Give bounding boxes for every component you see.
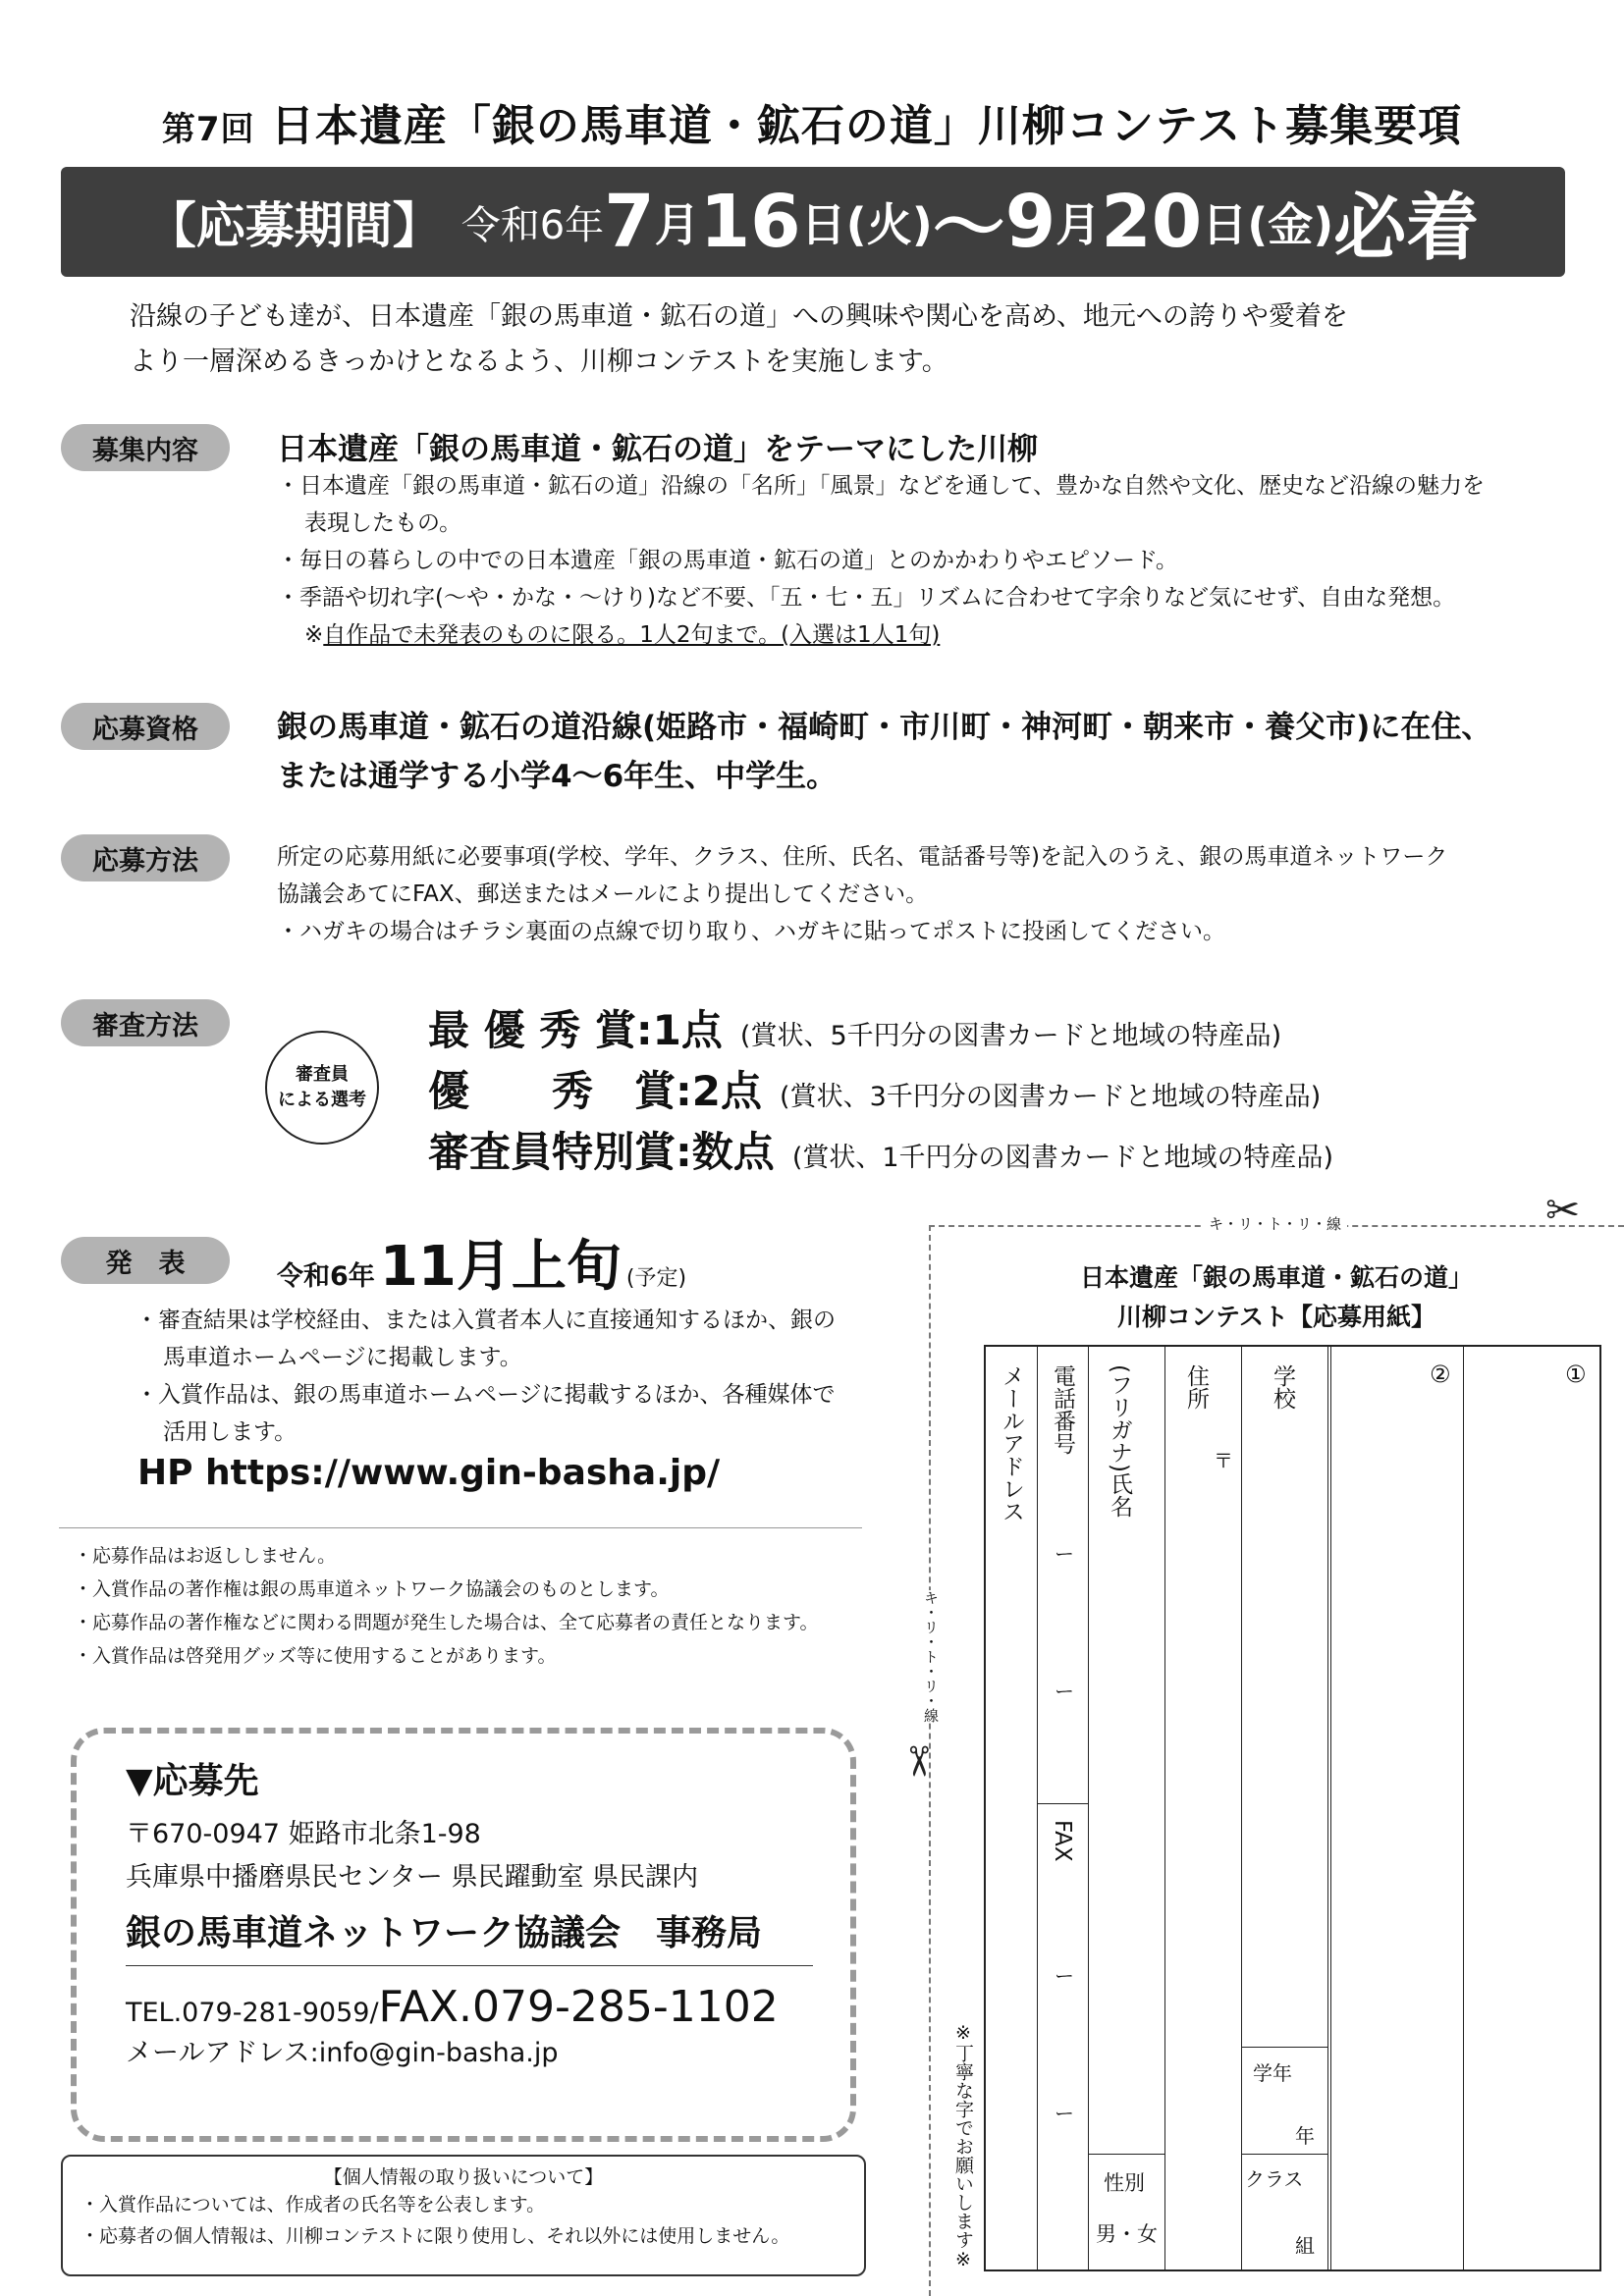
form-split xyxy=(1241,2154,1327,2155)
period-era: 令和6年 xyxy=(460,202,605,248)
announce-era: 令和6年 xyxy=(277,1261,375,1292)
period-end-dow: (金) xyxy=(1247,198,1334,251)
privacy-line: ・入賞作品については、作成者の氏名等を公表します。 xyxy=(81,2194,546,2216)
award-special xyxy=(428,1125,1333,1186)
method-line: 協議会あてにFAX、郵送またはメールにより提出してください。 xyxy=(277,881,929,907)
note-item: ・応募作品の著作権などに関わる問題が発生した場合は、全て応募者の責任となります。 xyxy=(74,1612,819,1633)
content-heading: 日本遺産「銀の馬車道・鉱石の道」をテーマにした川柳 xyxy=(277,432,1038,467)
eligibility-line: 銀の馬車道・鉱石の道沿線(姫路市・福崎町・市川町・神河町・朝来市・養父市)に在住、 xyxy=(277,710,1492,745)
address-fax: FAX.079-285-1102 xyxy=(378,1982,779,2032)
scissors-icon: ✂ xyxy=(894,1743,944,1780)
announce-date-value: 11月上旬 xyxy=(379,1235,622,1299)
content-items xyxy=(277,467,1534,654)
announce-text xyxy=(135,1302,882,1451)
award-count: :2点 xyxy=(676,1067,763,1115)
form-entry2-label: ② xyxy=(1430,1361,1451,1388)
form-split xyxy=(1088,2154,1164,2155)
note-item: ・応募作品はお返ししません。 xyxy=(74,1545,337,1567)
form-split xyxy=(1241,2047,1327,2048)
award-grand xyxy=(428,1003,1333,1064)
period-end-month-unit: 月 xyxy=(1056,198,1102,251)
note-underlined: 自作品で未発表のものに限る。1人2句まで。(入選は1人1句) xyxy=(323,622,941,648)
form-gender-label: 性別 xyxy=(1104,2171,1145,2195)
section-label-content: 募集内容 xyxy=(61,424,230,471)
award-count: :1点 xyxy=(635,1006,723,1054)
award-name: 審査員特別賞 xyxy=(428,1128,677,1176)
form-split xyxy=(1037,1803,1088,1804)
period-suffix: 必着 xyxy=(1333,186,1480,270)
address-box xyxy=(71,1728,856,2142)
address-tel: TEL.079-281-9059/ xyxy=(126,1998,379,2028)
form-dash: ー xyxy=(1055,1964,1074,1988)
intro-text xyxy=(130,294,1524,385)
period-start-day-unit: 日 xyxy=(800,198,846,251)
awards-list xyxy=(428,1003,1333,1186)
award-excellent xyxy=(428,1064,1333,1125)
form-label-school: 学校 xyxy=(1270,1364,1295,1410)
note-prefix: ※ xyxy=(304,622,324,648)
form-label-address: 住所 xyxy=(1183,1364,1209,1410)
award-note: (賞状、1千円分の図書カードと地域の特産品) xyxy=(791,1143,1334,1173)
content-item: ・毎日の暮らしの中での日本遺産「銀の馬車道・鉱石の道」とのかかわりやエピソード。 xyxy=(277,548,1178,573)
title-prefix: 第7回 xyxy=(161,110,255,149)
announce-line: ・審査結果は学校経由、または入賞者本人に直接通知するほか、銀の xyxy=(135,1308,836,1333)
period-end-day-unit: 日 xyxy=(1202,198,1248,251)
form-zip-mark: 〒 xyxy=(1214,1449,1233,1472)
note-item: ・入賞作品は啓発用グッズ等に使用することがあります。 xyxy=(74,1645,557,1667)
form-col-entry2[interactable] xyxy=(1331,1347,1464,2269)
method-text xyxy=(277,838,1543,950)
cut-line-label: キ・リ・ト・リ・線 xyxy=(919,1590,941,1723)
form-col-phone-fax[interactable] xyxy=(1037,1347,1089,2269)
period-end-day: 20 xyxy=(1101,180,1203,264)
form-label-phone: 電話番号 xyxy=(1050,1364,1075,1455)
careful-note: ※丁寧な字でお願いします※ xyxy=(952,2022,974,2270)
cut-line-label: キ・リ・ト・リ・線 xyxy=(1203,1213,1347,1234)
form-dash: ー xyxy=(1055,1542,1074,1566)
method-line: 所定の応募用紙に必要事項(学校、学年、クラス、住所、氏名、電話番号等)を記入のうえ、銀の馬車道ネットワーク xyxy=(277,844,1448,870)
form-col-entry1[interactable] xyxy=(1463,1347,1599,2269)
announce-date xyxy=(277,1223,686,1302)
award-note: (賞状、3千円分の図書カードと地域の特産品) xyxy=(780,1082,1322,1112)
content-item: 表現したもの。 xyxy=(304,510,462,536)
title-main: 日本遺産「銀の馬車道・鉱石の道」川柳コンテスト募集要項 xyxy=(270,101,1463,151)
divider xyxy=(59,1527,862,1528)
address-zip-line: 〒670-0947 姫路市北条1-98 xyxy=(126,1819,481,1849)
homepage-link[interactable]: HP https://www.gin-basha.jp/ xyxy=(137,1453,721,1493)
form-gender-options[interactable]: 男・女 xyxy=(1096,2222,1158,2246)
form-dash: ー xyxy=(1055,1680,1074,1703)
award-name: 最 優 秀 賞 xyxy=(428,1006,636,1054)
form-entry1-label: ① xyxy=(1565,1361,1587,1388)
form-title-line: 川柳コンテスト【応募用紙】 xyxy=(1116,1303,1435,1331)
judge-circle-line: 審査員 xyxy=(296,1064,349,1085)
form-col-address[interactable] xyxy=(1164,1347,1242,2269)
form-label-mail: メールアドレス xyxy=(999,1364,1024,1522)
intro-line: より一層深めるきっかけとなるよう、川柳コンテストを実施します。 xyxy=(130,347,948,377)
announce-line: 活用します。 xyxy=(163,1419,298,1445)
address-mail[interactable]: メールアドレス:info@gin-basha.jp xyxy=(126,2038,559,2068)
form-label-name: (フリガナ)氏名 xyxy=(1107,1364,1132,1518)
form-dash: ー xyxy=(1055,2102,1074,2125)
form-label-fax: FAX xyxy=(1050,1820,1075,1862)
section-label-eligibility: 応募資格 xyxy=(61,703,230,750)
section-label-announce: 発 表 xyxy=(61,1237,230,1284)
entry-form xyxy=(984,1345,1601,2271)
period-label: 【応募期間】 xyxy=(146,197,442,254)
privacy-line: ・応募者の個人情報は、川柳コンテストに限り使用し、それ以外には使用しません。 xyxy=(81,2225,790,2247)
form-title-line: 日本遺産「銀の馬車道・鉱石の道」 xyxy=(1079,1263,1473,1292)
announce-tentative: (予定) xyxy=(625,1266,687,1291)
address-heading: ▼応募先 xyxy=(126,1761,259,1801)
period-end-month: 9 xyxy=(1004,180,1056,264)
intro-line: 沿線の子ども達が、日本遺産「銀の馬車道・鉱石の道」への興味や関心を高め、地元への誇りや愛着を xyxy=(130,301,1348,332)
address-org: 銀の馬車道ネットワーク協議会 事務局 xyxy=(126,1905,813,1966)
announce-line: 馬車道ホームページに掲載します。 xyxy=(163,1345,522,1370)
page-title xyxy=(0,90,1624,153)
judge-circle-line: による選考 xyxy=(278,1090,366,1110)
section-label-method: 応募方法 xyxy=(61,834,230,881)
content-note xyxy=(277,616,1534,654)
form-class-label: クラス xyxy=(1245,2167,1304,2191)
period-start-month: 7 xyxy=(604,180,655,264)
period-start-dow: (火) xyxy=(845,198,933,251)
eligibility-text xyxy=(277,703,1491,801)
form-grade-unit: 年 xyxy=(1295,2124,1315,2148)
judge-circle xyxy=(265,1031,379,1145)
privacy-box xyxy=(61,2155,866,2276)
privacy-title: 【個人情報の取り扱いについて】 xyxy=(323,2166,604,2188)
section-label-judging: 審査方法 xyxy=(61,999,230,1046)
form-title xyxy=(1021,1258,1532,1337)
award-name: 優 秀 賞 xyxy=(428,1067,677,1115)
note-item: ・入賞作品の著作権は銀の馬車道ネットワーク協議会のものとします。 xyxy=(74,1578,670,1600)
form-col-school[interactable] xyxy=(1241,1347,1331,2269)
address-contact xyxy=(126,1982,813,2032)
method-line: ・ハガキの場合はチラシ裏面の点線で切り取り、ハガキに貼ってポストに投函してください。 xyxy=(277,919,1225,944)
announce-line: ・入賞作品は、銀の馬車道ホームページに掲載するほか、各種媒体で xyxy=(135,1382,836,1408)
period-start-month-unit: 月 xyxy=(654,198,700,251)
address-office-line: 兵庫県中播磨県民センター 県民躍動室 県民課内 xyxy=(126,1862,699,1893)
award-note: (賞状、5千円分の図書カードと地域の特産品) xyxy=(739,1021,1282,1051)
notes-list xyxy=(74,1539,818,1673)
award-count: :数点 xyxy=(676,1128,775,1176)
period-start-day: 16 xyxy=(699,180,801,264)
scissors-icon: ✂ xyxy=(1545,1186,1581,1234)
period-banner xyxy=(61,167,1565,277)
content-item: ・日本遺産「銀の馬車道・鉱石の道」沿線の「名所」「風景」などを通して、豊かな自然や文化、歴史など沿線の魅力を xyxy=(277,473,1486,499)
eligibility-line: または通学する小学4〜6年生、中学生。 xyxy=(277,759,838,794)
content-item: ・季語や切れ字(〜や・かな・〜けり)など不要、「五・七・五」リズムに合わせて字余りなど気にせず、自由な発想。 xyxy=(277,585,1456,611)
form-grade-label: 学年 xyxy=(1253,2061,1292,2085)
form-class-unit: 組 xyxy=(1295,2234,1315,2258)
period-sep: 〜 xyxy=(932,186,1005,270)
